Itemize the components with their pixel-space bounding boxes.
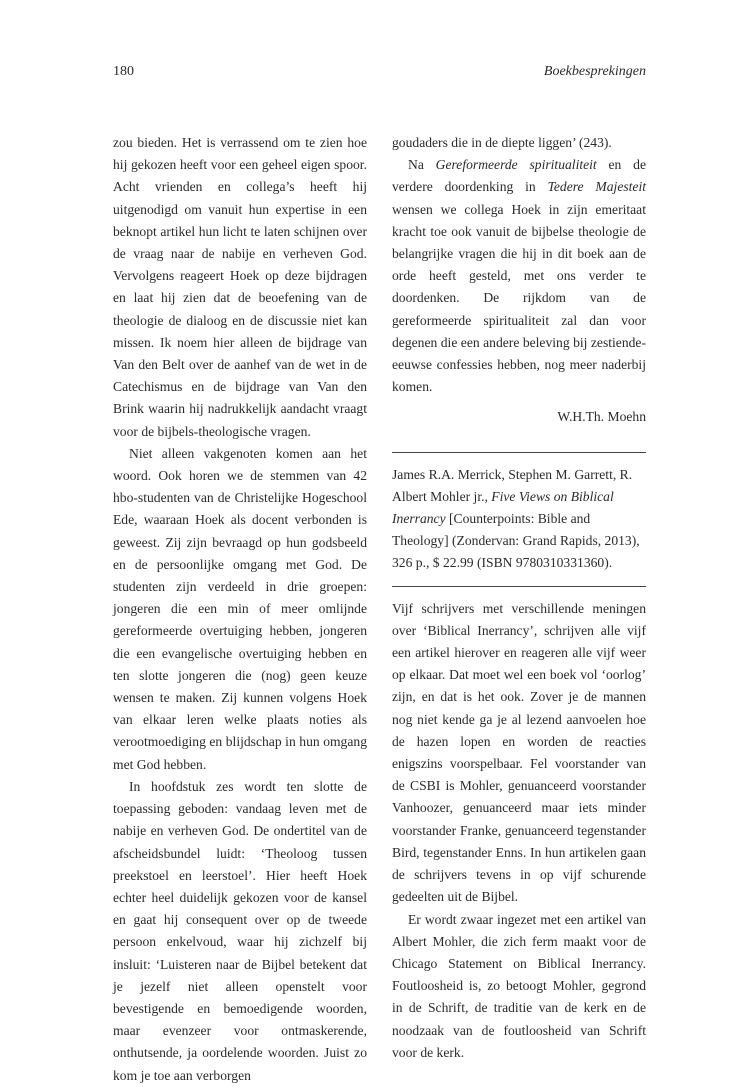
book-title: Five Views on Biblical Inerrancy [392,488,614,527]
text-span: James R.A. Merrick, Stephen M. Garrett, R. Albert Mohler jr., [392,466,633,504]
text-span: Na [408,157,436,173]
paragraph [392,154,646,398]
page-number: 180 [113,64,134,79]
paragraph: Vijf schrijvers met verschillende meningen over ‘Biblical Inerrancy’, schrijven alle vijf een artikel hierover en reageren alle vijf weer op elkaar. Dat moet wel een boek vol ‘oorlog’ zijn, en dat is het ook. Zover je de mannen nog niet kende ga je al lezend aanvoelen hoe de hazen lopen en worden de reacties enigszins voorspelbaar. Fel voorstander van de CSBI is Mohler, genuanceerd voorstander Vanhoozer, genuanceerd maar iets minder voorstander Franke, genuanceerd tegenstander Bird, tegenstander Enns. In hun artikelen gaan de schrijvers tevens in op vijf schurende gedeelten uit de Bijbel. [392,600,646,905]
running-head: Boekbesprekingen [543,64,646,79]
divider [392,586,646,587]
book-title: Tedere Majesteit [547,179,647,195]
page-header [113,64,646,84]
text-span: wensen we collega Hoek in zijn emeritaat kracht toe ook vanuit de bijbelse theologie de belangrijke vragen die hij in dit boek aan de orde heeft gesteld, met ons verder te doordenken. De rijkdom van de gereformeerde spiritualiteit zal dan voor degenen die een andere beleving bij zestiende-eeuwse confessies hebben, nog meer naderbij komen. [392,201,646,395]
text-span: en de verdere doordenking in [392,157,646,195]
left-column [113,132,367,1087]
book-title: Gereformeerde spiritualiteit [435,157,597,173]
paragraph: Niet alleen vakgenoten komen aan het woord. Ook horen we de stemmen van 42 hbo-studenten van de Christelijke Hogeschool Ede, waaraan Hoek als docent verbonden is geweest. Zij zijn bevraagd op hun godsbeeld en de persoonlijke omgang met God. De studenten zijn verdeeld in drie groepen: jongeren die een min of meer omlijnde gereformeerde overtuiging hebben, jongeren die een evangelische overtuiging hebben en ten slotte jongeren die (nog) geen keuze wensen te maken. Zij kunnen volgens Hoek van elkaar leren welke plaats noties als verootmoediging en blijdschap in hun omgang met God hebben. [113,445,367,772]
paragraph: zou bieden. Het is verrassend om te zien hoe hij gekozen heeft voor een geheel eigen spoor. Acht vrienden en collega’s heeft hij uitgenodigd om vanuit hun expertise in een beknopt artikel hun licht te laten schijnen over de vraag naar de nabije en verheven God. Vervolgens reageert Hoek op deze bijdragen en laat hij zien dat de beoefening van de theologie de dialoog en de discussie niet kan missen. Ik noem hier alleen de bijdrage van Van den Belt over de aanhef van de wet in de Catechismus en de bijdrage van Van den Brink waarin hij nadrukkelijk aandacht vraagt voor de bijbels-theologische vragen. [113,135,367,439]
paragraph: goudaders die in de diepte liggen’ (243). [392,135,612,150]
paragraph: Er wordt zwaar ingezet met een artikel van Albert Mohler, die zich ferm maakt voor de Chicago Statement on Biblical Inerrancy. Foutloosheid is, zo betoogt Mohler, gegrond in de Schrift, de traditie van de kerk en de noodzaak van de foutloosheid van Schrift voor de kerk. [392,911,646,1060]
right-column [392,132,646,1064]
divider [392,452,646,453]
paragraph: In hoofdstuk zes wordt ten slotte de toepassing geboden: vandaag leven met de nabije en verheven God. De ondertitel van de afscheidsbundel luidt: ‘Theoloog tussen preekstoel en leerstoel’. Hier heeft Hoek echter heel duidelijk gekozen voor de kansel en gaat hij consequent over op de tweede persoon enkelvoud, waar hij zichzelf bij insluit: ‘Luisteren naar de Bijbel betekent dat je jezelf niet alleen openstelt voor bevestigende en bemoedigende woorden, maar evenzeer voor ontmaskerende, onthutsende, ja oordelende woorden. Juist zo kom je toe aan verborgen [113,778,367,1083]
book-reference [392,464,646,575]
review-signature: W.H.Th. Moehn [557,409,646,425]
text-span: [Counterpoints: Bible and Theology] (Zondervan: Grand Rapids, 2013), 326 p., $ 22.99 (ISBN 9780310331360). [392,511,640,571]
